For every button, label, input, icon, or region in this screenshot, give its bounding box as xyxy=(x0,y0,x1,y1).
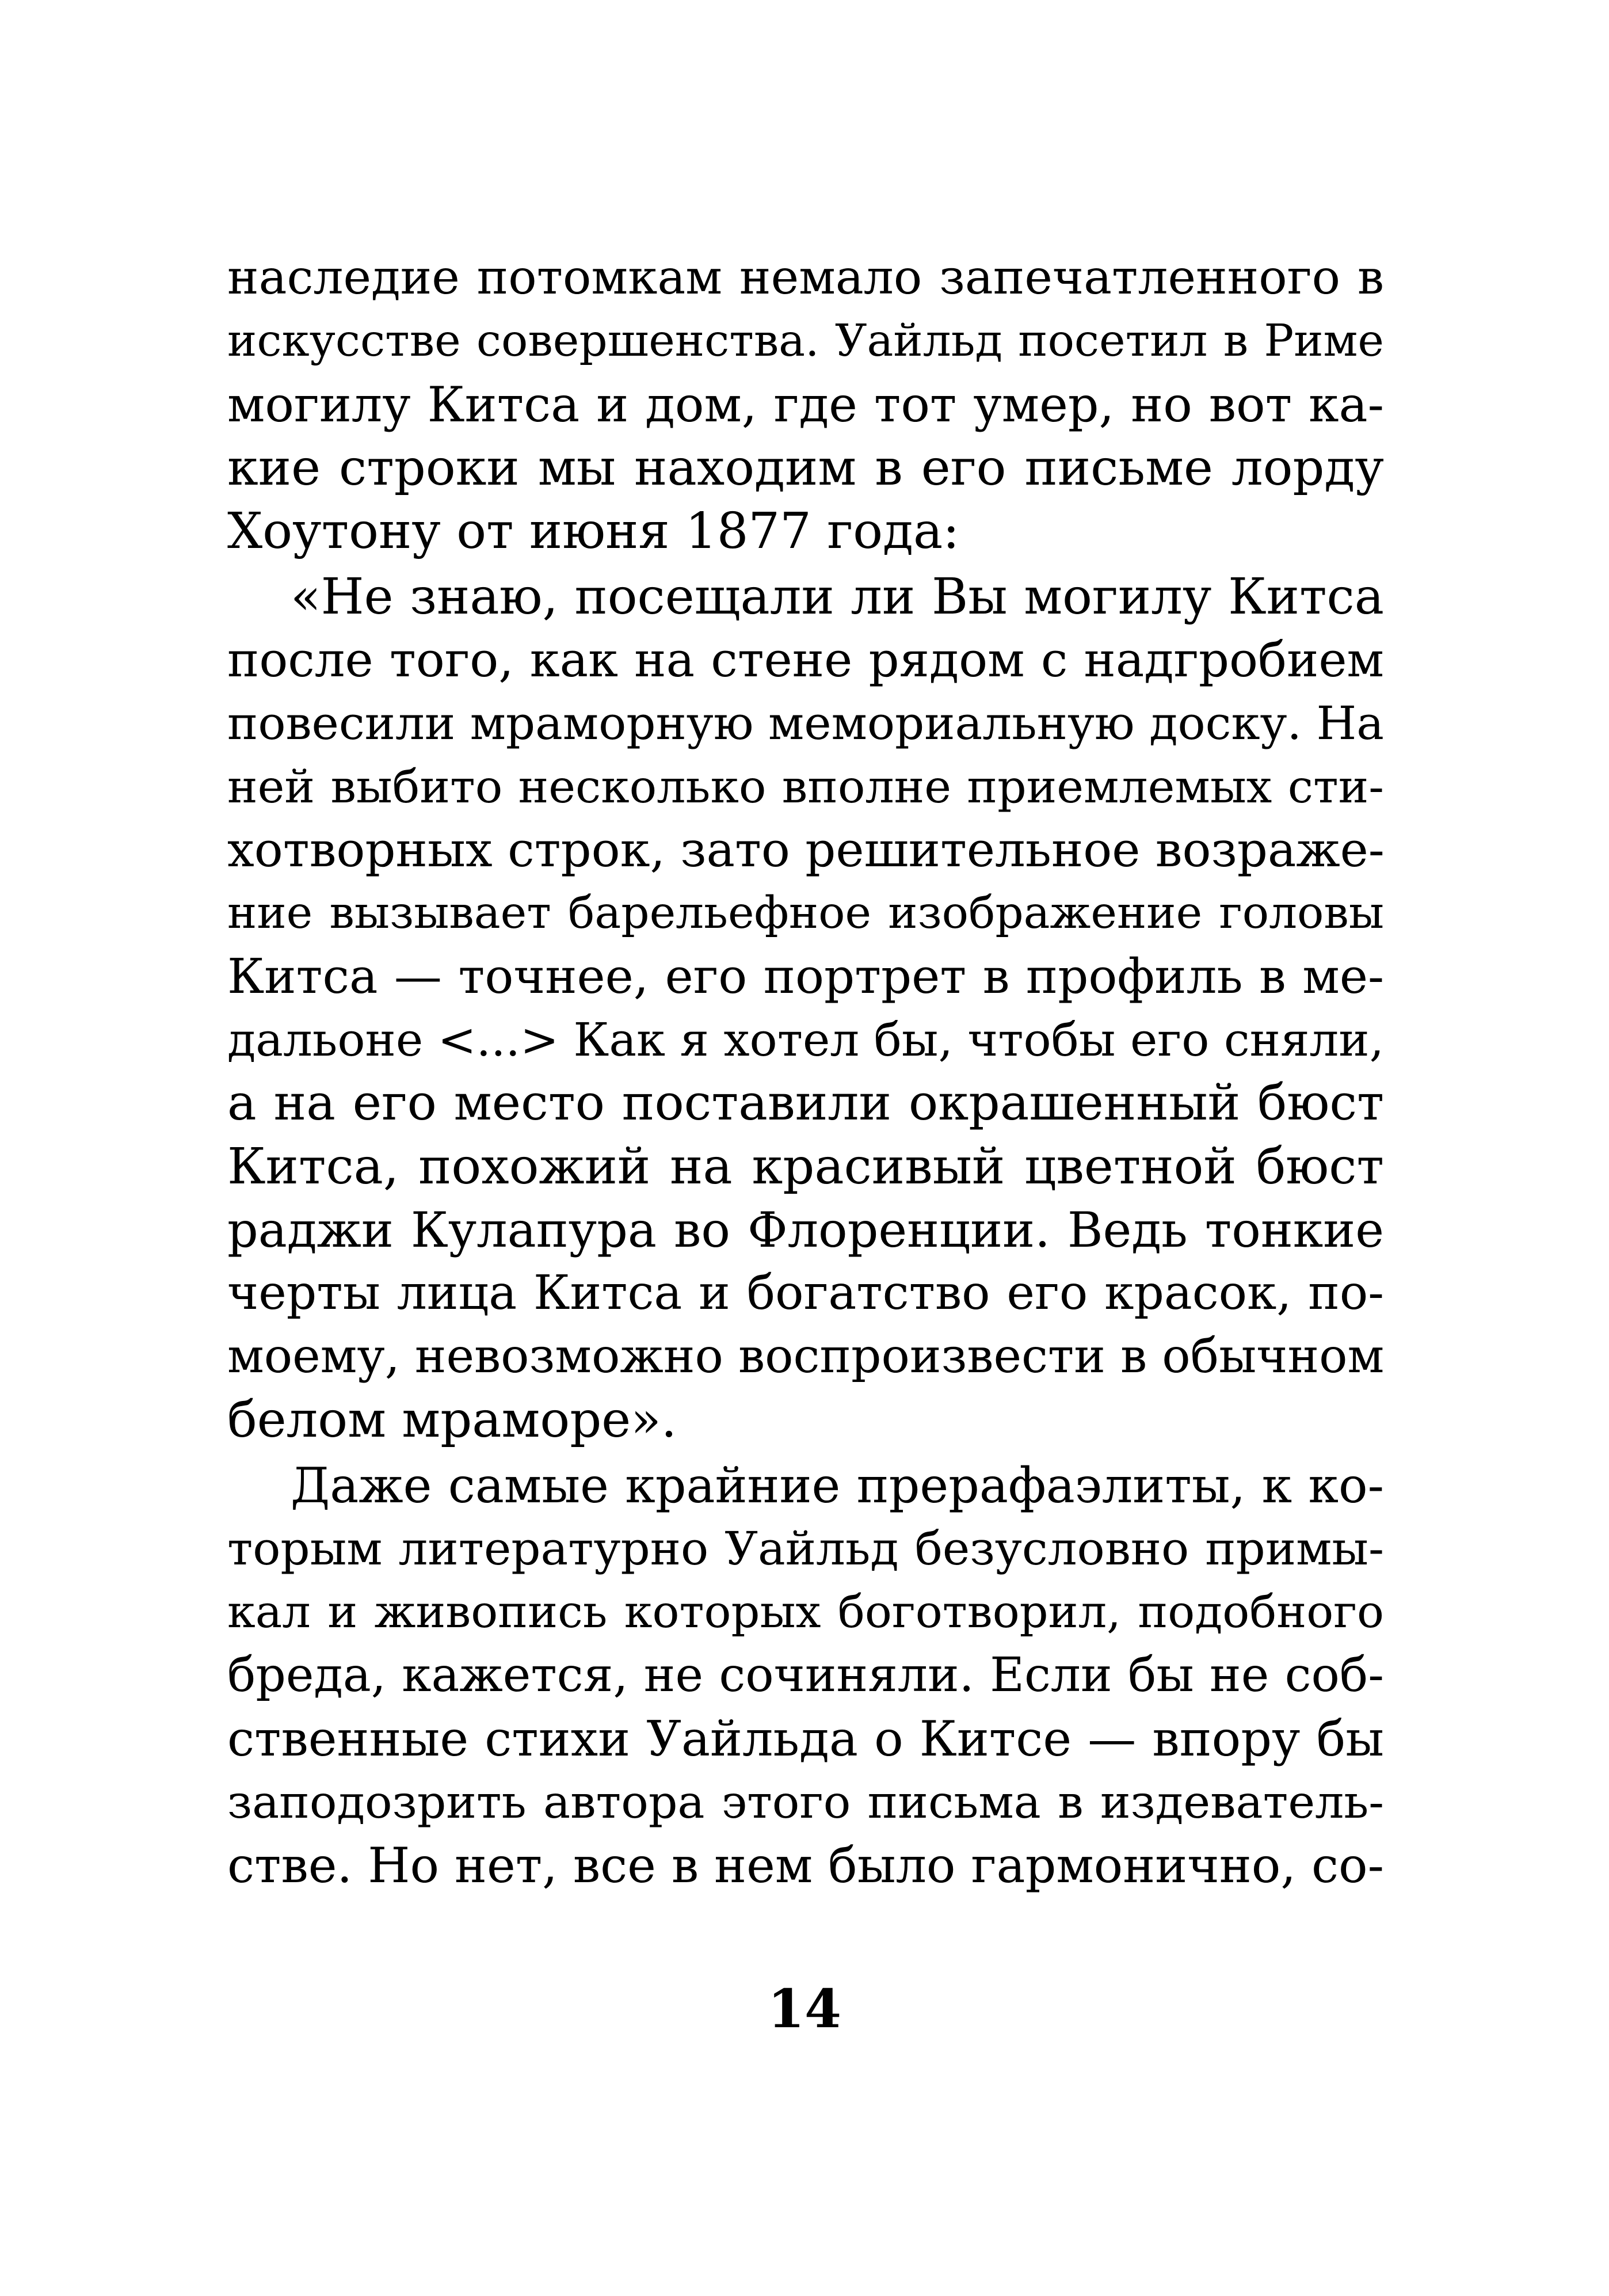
text-line: моему, невозможно воспроизвести в обычном xyxy=(227,1329,1385,1384)
text-line: Китса — точнее, его портрет в профиль в ме- xyxy=(227,949,1384,1004)
text-line: кал и живопись которых боготворил, подобного xyxy=(227,1586,1384,1638)
paragraph-1 xyxy=(227,246,1384,563)
paragraph-3 xyxy=(227,1454,1384,1897)
text-line: черты лица Китса и богатство его красок, по- xyxy=(227,1266,1384,1320)
text-line: раджи Кулапура во Флоренции. Ведь тонкие xyxy=(227,1202,1384,1258)
text-line: дальоне <...> Как я хотел бы, чтобы его сняли, xyxy=(227,1013,1384,1067)
text-line: кие строки мы находим в его письме лорду xyxy=(227,439,1384,497)
text-line: ственные стихи Уайльда о Китсе — впору бы xyxy=(227,1711,1384,1767)
text-line: ние вызывает барельефное изображение головы xyxy=(227,888,1384,939)
text-line: повесили мраморную мемориальную доску. На xyxy=(227,696,1384,750)
text-line: торым литературно Уайльд безусловно примы- xyxy=(227,1522,1384,1575)
text-line: бреда, кажется, не сочиняли. Если бы не соб- xyxy=(227,1648,1384,1703)
text-line: белом мраморе». xyxy=(227,1391,677,1449)
text-line: наследие потомкам немало запечатленного в xyxy=(227,250,1384,305)
body-text xyxy=(227,246,1384,1897)
text-line: искусстве совершенства. Уайльд посетил в Риме xyxy=(227,315,1384,367)
text-line: ней выбито несколько вполне приемлемых сти- xyxy=(227,760,1384,813)
text-line: Даже самые крайние прерафаэлиты, к ко- xyxy=(291,1457,1384,1514)
text-line: хотворных строк, зато решительное возраже- xyxy=(227,822,1385,878)
text-line: заподозрить автора этого письма в издеватель- xyxy=(227,1776,1384,1829)
text-line: стве. Но нет, все в нем было гармонично, со- xyxy=(227,1837,1384,1894)
text-line: «Не знаю, посещали ли Вы могилу Китса xyxy=(291,568,1384,626)
paragraph-2 xyxy=(227,565,1384,1452)
text-line: а на его место поставили окрашенный бюст xyxy=(227,1075,1384,1132)
text-line: после того, как на стене рядом с надгробием xyxy=(227,632,1384,688)
text-line: Хоутону от июня 1877 года: xyxy=(227,502,960,560)
text-line: могилу Китса и дом, где тот умер, но вот ка- xyxy=(227,376,1384,433)
page-number: 14 xyxy=(767,1978,842,2040)
text-line: Китса, похожий на красивый цветной бюст xyxy=(227,1138,1384,1195)
